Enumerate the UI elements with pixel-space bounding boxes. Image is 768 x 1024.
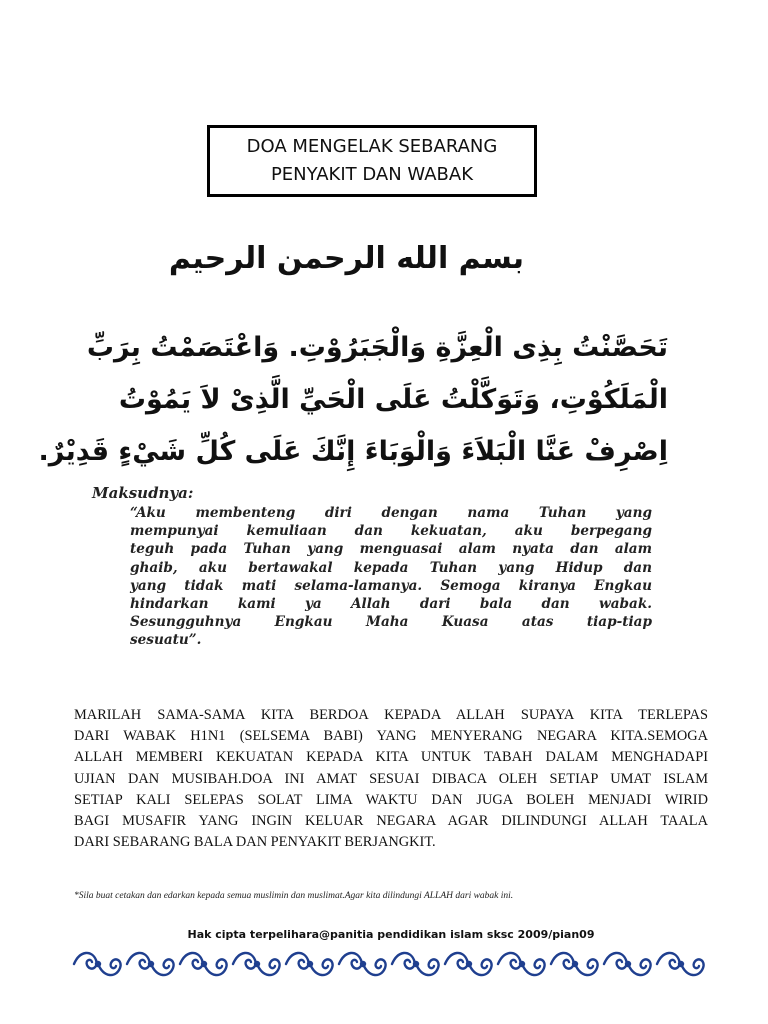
ornament-dot xyxy=(413,961,419,967)
copyright-footer: Hak cipta terpelihara@panitia pendidikan islam sksc 2009/pian09 xyxy=(187,928,595,941)
ornament-dot xyxy=(307,961,313,967)
arabic-line-1: تَحَصَّنْتُ بِذِى الْعِزَّةِ وَالْجَبَرُوْتِ. وَاعْتَصَمْتُ بِرَبِّ xyxy=(86,332,668,363)
body-line-3: ALLAH MEMBERI KEKUATAN KEPADA KITA UNTUK TABAH DALAM MENGHADAPI xyxy=(74,749,708,766)
basmala-calligraphy: بسم الله الرحمن الرحيم xyxy=(168,241,524,276)
body-line-5: SETIAP KALI SELEPAS SOLAT LIMA WAKTU DAN JUGA BOLEH MENJADI WIRID xyxy=(74,791,708,808)
body-line-2: DARI WABAK H1N1 (SELSEMA BABI) YANG MENYERANG NEGARA KITA.SEMOGA xyxy=(74,728,708,745)
ornament-dot xyxy=(95,961,101,967)
meaning-line-2: mempunyai kemuliaan dan kekuatan, aku berpegang xyxy=(130,523,652,540)
ornament-dot xyxy=(201,961,207,967)
decorative-border-ornament xyxy=(72,946,708,982)
ornament-dot xyxy=(148,961,154,967)
meaning-label: Maksudnya: xyxy=(92,484,194,502)
ornament-dot xyxy=(572,961,578,967)
body-line-1: MARILAH SAMA-SAMA KITA BERDOA KEPADA ALLAH SUPAYA KITA TERLEPAS xyxy=(74,707,708,723)
ornament-dot xyxy=(360,961,366,967)
ornament-dot xyxy=(625,961,631,967)
body-line-6: BAGI MUSAFIR YANG INGIN KELUAR NEGARA AGAR DILINDUNGI ALLAH TAALA xyxy=(74,813,708,830)
arabic-line-2: الْمَلَكُوْتِ، وَتَوَكَّلْتُ عَلَى الْحَيِّ الَّذِىْ لاَ يَمُوْتُ xyxy=(118,384,668,415)
meaning-line-3: teguh pada Tuhan yang menguasai alam nyata dan alam xyxy=(130,541,652,558)
footnote: *Sila buat cetakan dan edarkan kepada semua muslimin dan muslimat.Agar kita dilindungi ALLAH dari wabak ini. xyxy=(74,891,514,901)
body-line-4: UJIAN DAN MUSIBAH.DOA INI AMAT SESUAI DIBACA OLEH SETIAP UMAT ISLAM xyxy=(74,770,708,787)
title-line-2: PENYAKIT DAN WABAK xyxy=(270,164,474,185)
arabic-line-3: اِصْرِفْ عَنَّا الْبَلاَءَ وَالْوَبَاءَ إِنَّكَ عَلَى كُلِّ شَيْءٍ قَدِيْرٌ. xyxy=(38,436,668,467)
ornament-dot xyxy=(519,961,525,967)
body-line-7: DARI SEBARANG BALA DAN PENYAKIT BERJANGKIT. xyxy=(74,834,436,851)
ornament-dot xyxy=(678,961,684,967)
meaning-line-8: sesuatu”. xyxy=(130,632,202,649)
arabic-prayer xyxy=(38,322,668,478)
meaning-block xyxy=(92,484,652,650)
meaning-line-1: “Aku membenteng diri dengan nama Tuhan yang xyxy=(130,505,652,521)
meaning-line-5: yang tidak mati selama-lamanya. Semoga kiranya Engkau xyxy=(130,577,652,594)
title-line-1: DOA MENGELAK SEBARANG xyxy=(246,136,498,157)
ornament-dot xyxy=(254,961,260,967)
title-box xyxy=(207,125,537,197)
ornament-dot xyxy=(466,961,472,967)
meaning-line-7: Sesungguhnya Engkau Maha Kuasa atas tiap-tiap xyxy=(130,614,652,631)
body-paragraph xyxy=(74,705,708,853)
meaning-line-6: hindarkan kami ya Allah dari bala dan wabak. xyxy=(130,596,652,613)
meaning-line-4: ghaib, aku bertawakal kepada Tuhan yang Hidup dan xyxy=(130,559,652,576)
